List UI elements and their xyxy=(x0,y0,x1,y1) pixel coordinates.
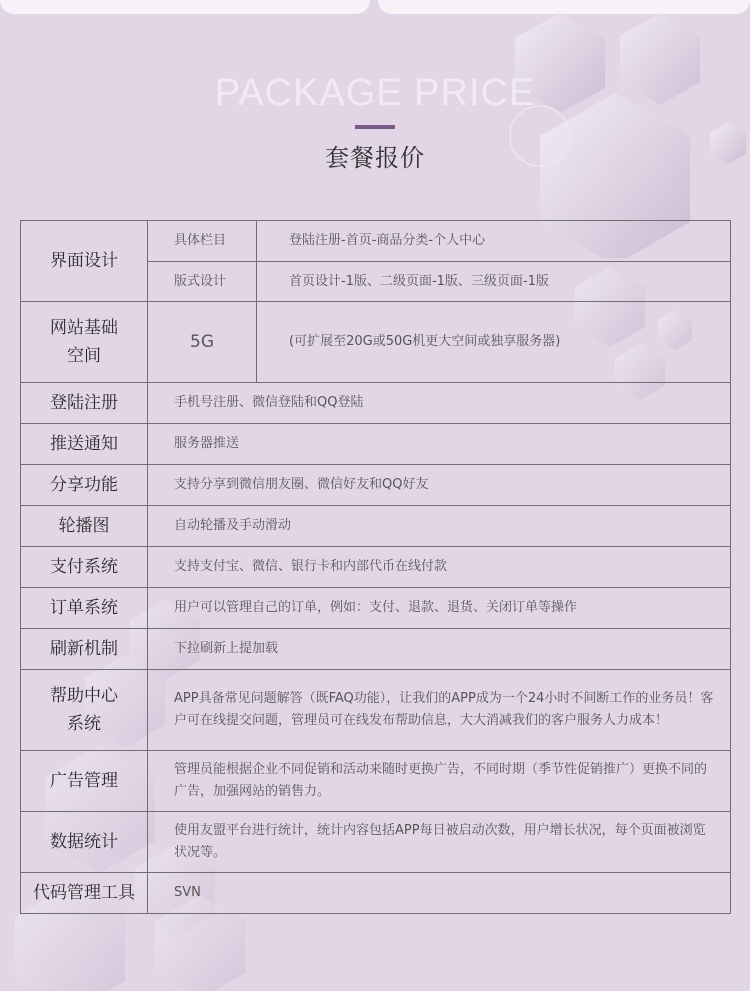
space-value: 5G xyxy=(148,302,257,383)
row-value: 支持支付宝、微信、银行卡和内部代币在线付款 xyxy=(148,547,731,588)
row-label: 代码管理工具 xyxy=(21,873,148,914)
row-label: 支付系统 xyxy=(21,547,148,588)
row-label-line: 空间 xyxy=(67,346,101,366)
sub-label: 具体栏目 xyxy=(148,221,257,262)
row-label: 登陆注册 xyxy=(21,383,148,424)
table-row xyxy=(21,424,731,465)
row-label-line: 系统 xyxy=(67,714,101,734)
table-row xyxy=(21,812,731,873)
row-value: 管理员能根据企业不同促销和活动来随时更换广告，不同时期（季节性促销推广）更换不同的广告，加强网站的销售力。 xyxy=(148,751,731,812)
table-row xyxy=(21,383,731,424)
table-row xyxy=(21,751,731,812)
row-label-help xyxy=(21,670,148,751)
table-row xyxy=(21,465,731,506)
row-label-ui-design: 界面设计 xyxy=(21,221,148,302)
top-tab-left xyxy=(0,0,370,14)
title-divider xyxy=(355,125,395,129)
row-label: 广告管理 xyxy=(21,751,148,812)
table-row xyxy=(21,506,731,547)
row-value: 自动轮播及手动滑动 xyxy=(148,506,731,547)
title-english: PACKAGE PRICE xyxy=(214,72,536,114)
row-value: SVN xyxy=(148,873,731,914)
space-detail: (可扩展至20G或50G机更大空间或独享服务器) xyxy=(257,302,731,383)
row-label: 刷新机制 xyxy=(21,629,148,670)
row-label: 轮播图 xyxy=(21,506,148,547)
row-label: 推送通知 xyxy=(21,424,148,465)
sub-label: 版式设计 xyxy=(148,262,257,302)
row-value: 支持分享到微信朋友圈、微信好友和QQ好友 xyxy=(148,465,731,506)
table-row xyxy=(21,629,731,670)
table-row xyxy=(21,547,731,588)
row-label-line: 帮助中心 xyxy=(50,686,118,706)
row-label: 分享功能 xyxy=(21,465,148,506)
sub-detail: 登陆注册-首页-商品分类-个人中心 xyxy=(257,221,731,262)
price-table xyxy=(20,220,731,914)
row-value: 用户可以管理自己的订单，例如：支付、退款、退货、关闭订单等操作 xyxy=(148,588,731,629)
row-value: 下拉刷新上提加载 xyxy=(148,629,731,670)
title-chinese: 套餐报价 xyxy=(325,144,425,172)
row-value: 服务器推送 xyxy=(148,424,731,465)
table-row xyxy=(21,670,731,751)
row-label-line: 网站基础 xyxy=(50,318,118,338)
row-value: 使用友盟平台进行统计，统计内容包括APP每日被启动次数，用户增长状况，每个页面被浏览状况等。 xyxy=(148,812,731,873)
row-label: 数据统计 xyxy=(21,812,148,873)
row-label: 订单系统 xyxy=(21,588,148,629)
table-row xyxy=(21,302,731,383)
table-row xyxy=(21,588,731,629)
row-value: 手机号注册、微信登陆和QQ登陆 xyxy=(148,383,731,424)
table-row xyxy=(21,221,731,262)
row-label-space xyxy=(21,302,148,383)
sub-detail: 首页设计-1版、二级页面-1版、三级页面-1版 xyxy=(257,262,731,302)
table-row xyxy=(21,873,731,914)
row-value: APP具备常见问题解答（既FAQ功能），让我们的APP成为一个24小时不间断工作的业务员！客户可在线提交问题，管理员可在线发布帮助信息，大大消减我们的客户服务人力成本！ xyxy=(148,670,731,751)
